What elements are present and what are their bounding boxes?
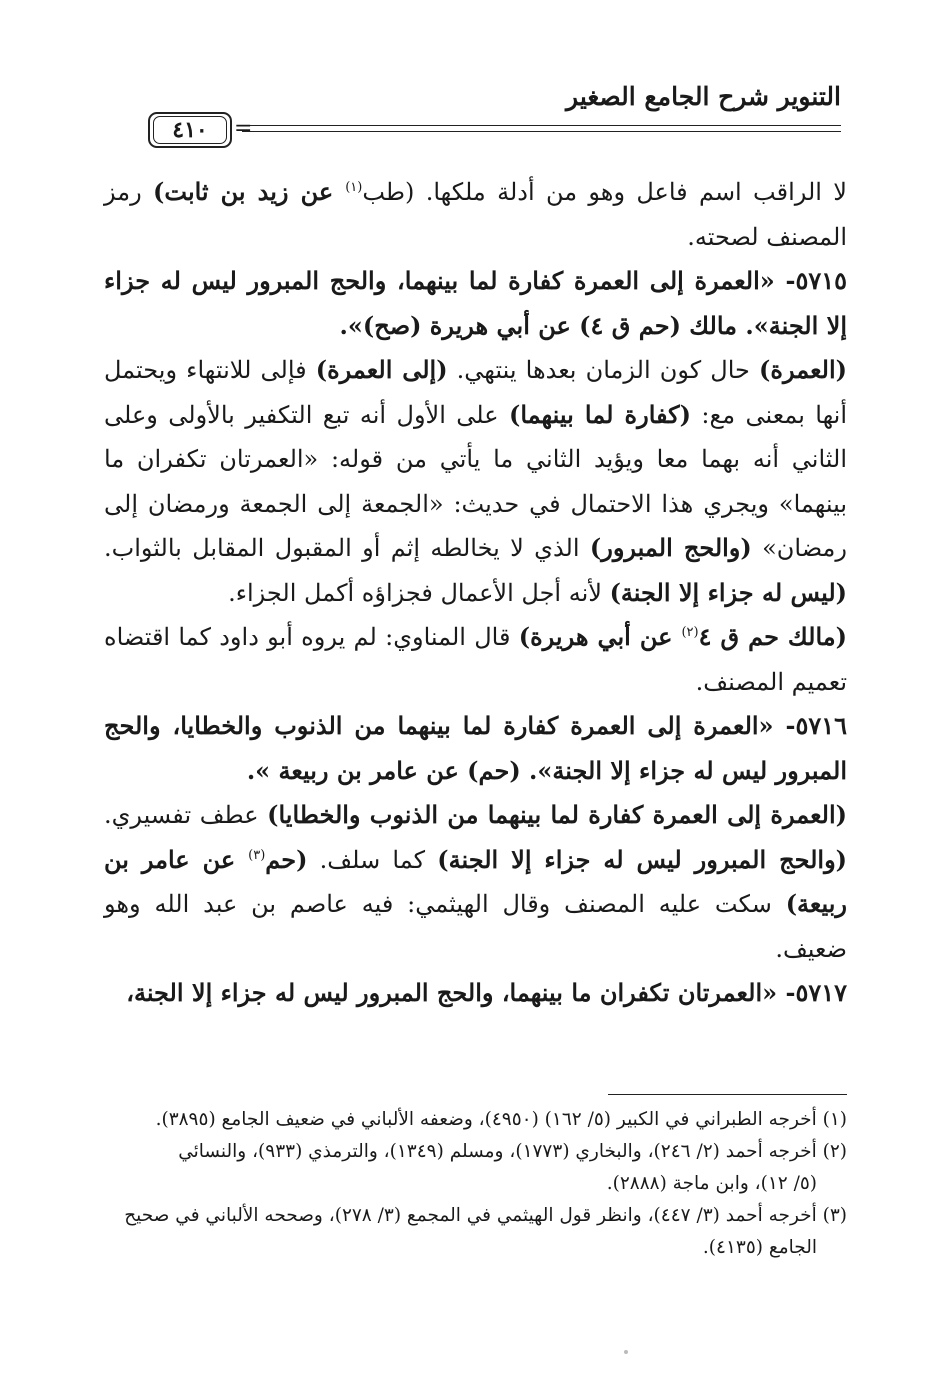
page-number-box-inner-border (153, 116, 227, 144)
hadith-5716: ٥٧١٦- «العمرة إلى العمرة كفارة لما بينهما من الذنوب والخطايا، والحج المبرور ليس له جزاء إلا الجنة». (حم) عن عامر بن ربيعة ». (104, 711, 848, 785)
paragraph-6: (العمرة إلى العمرة كفارة لما بينهما من الذنوب والخطايا) عطف تفسيري. (والحج المبرور ليس له جزاء إلا الجنة) كما سلف. (حم$^{(٣)}$ عن عامر بن ربيعة) سكت عليه المصنف وقال الهيثمي: فيه عاصم بن عبد الله وهو ضعيف. (104, 800, 848, 963)
footnote-ref-1: (١) (345, 180, 363, 195)
hadith-5715: ٥٧١٥- «العمرة إلى العمرة كفارة لما بينهما، والحج المبرور ليس له جزاء إلا الجنة». مالك (حم ق ٤) عن أبي هريرة (صح)». (104, 266, 847, 340)
page-number: ٤١٠ (172, 117, 208, 143)
footnote-ref-2: (٢) (681, 625, 699, 640)
footnote-3: (٣) أخرجه أحمد (٣/ ٤٤٧)، وانظر قول الهيثمي في المجمع (٣/ ٢٧٨)، وصححه الألباني في صحيح (124, 1205, 847, 1226)
footnote-2: (٢) أخرجه أحمد (٢/ ٢٤٦)، والبخاري (١٧٧٣)، ومسلم (١٣٤٩)، والترمذي (٩٣٣)، والنسائي (178, 1141, 847, 1162)
paragraph-4: (مالك حم ق ٤$^{(٢)}$ عن أبي هريرة) قال المناوي: لم يروه أبو داود كما اقتضاه تعميم المصنف. (104, 622, 847, 696)
hadith-5717: ٥٧١٧- «العمرتان تكفران ما بينهما، والحج المبرور ليس له جزاء إلا الجنة، (126, 978, 847, 1007)
running-header-title: التنوير شرح الجامع الصغير (566, 82, 841, 111)
header-ornament-mark: = (234, 116, 253, 141)
footnote-1: (١) أخرجه الطبراني في الكبير (٥/ ١٦٢) (٤٩٥٠)، وضعفه الألباني في ضعيف الجامع (٣٨٩٥). (155, 1109, 847, 1130)
footnotes (104, 1104, 847, 1264)
header-rule-top (242, 125, 841, 126)
page-speck (624, 1350, 628, 1354)
footnote-2-continued: (٥/ ١٢)، وابن ماجة (٢٨٨٨). (606, 1173, 817, 1194)
footnote-ref-3: (٣) (248, 847, 266, 863)
header-rule-bottom (242, 131, 841, 132)
footnote-3-continued: الجامع (٤١٣٥). (702, 1237, 817, 1258)
paragraph-3: (العمرة) حال كون الزمان بعدها ينتهي. (إلى العمرة) فإلى للانتهاء ويحتمل أنها بمعنى مع: (كفارة لما بينهما) على الأول أنه تبع التكفير بالأولى وعلى الثاني أنه بهما معا ويؤيد الثاني ما يأتي من قوله: «العمرتان تكفران ما بينهما» ويجري هذا الاحتمال في حديث: «الجمعة إلى الجمعة ورمضان إلى رمضان» (والحج المبرور) الذي لا يخالطه إثم أو المقبول المقابل بالثواب. (ليس له جزاء إلا الجنة) لأنه أجل الأعمال فجزاؤه أكمل الجزاء. (104, 355, 848, 607)
footnote-separator (608, 1094, 847, 1095)
paragraph-1: لا الراقب اسم فاعل وهو من أدلة ملكها. (طب$^{(١)}$ عن زيد بن ثابت) رمز المصنف لصحته. (104, 177, 847, 251)
main-text (104, 170, 847, 1016)
